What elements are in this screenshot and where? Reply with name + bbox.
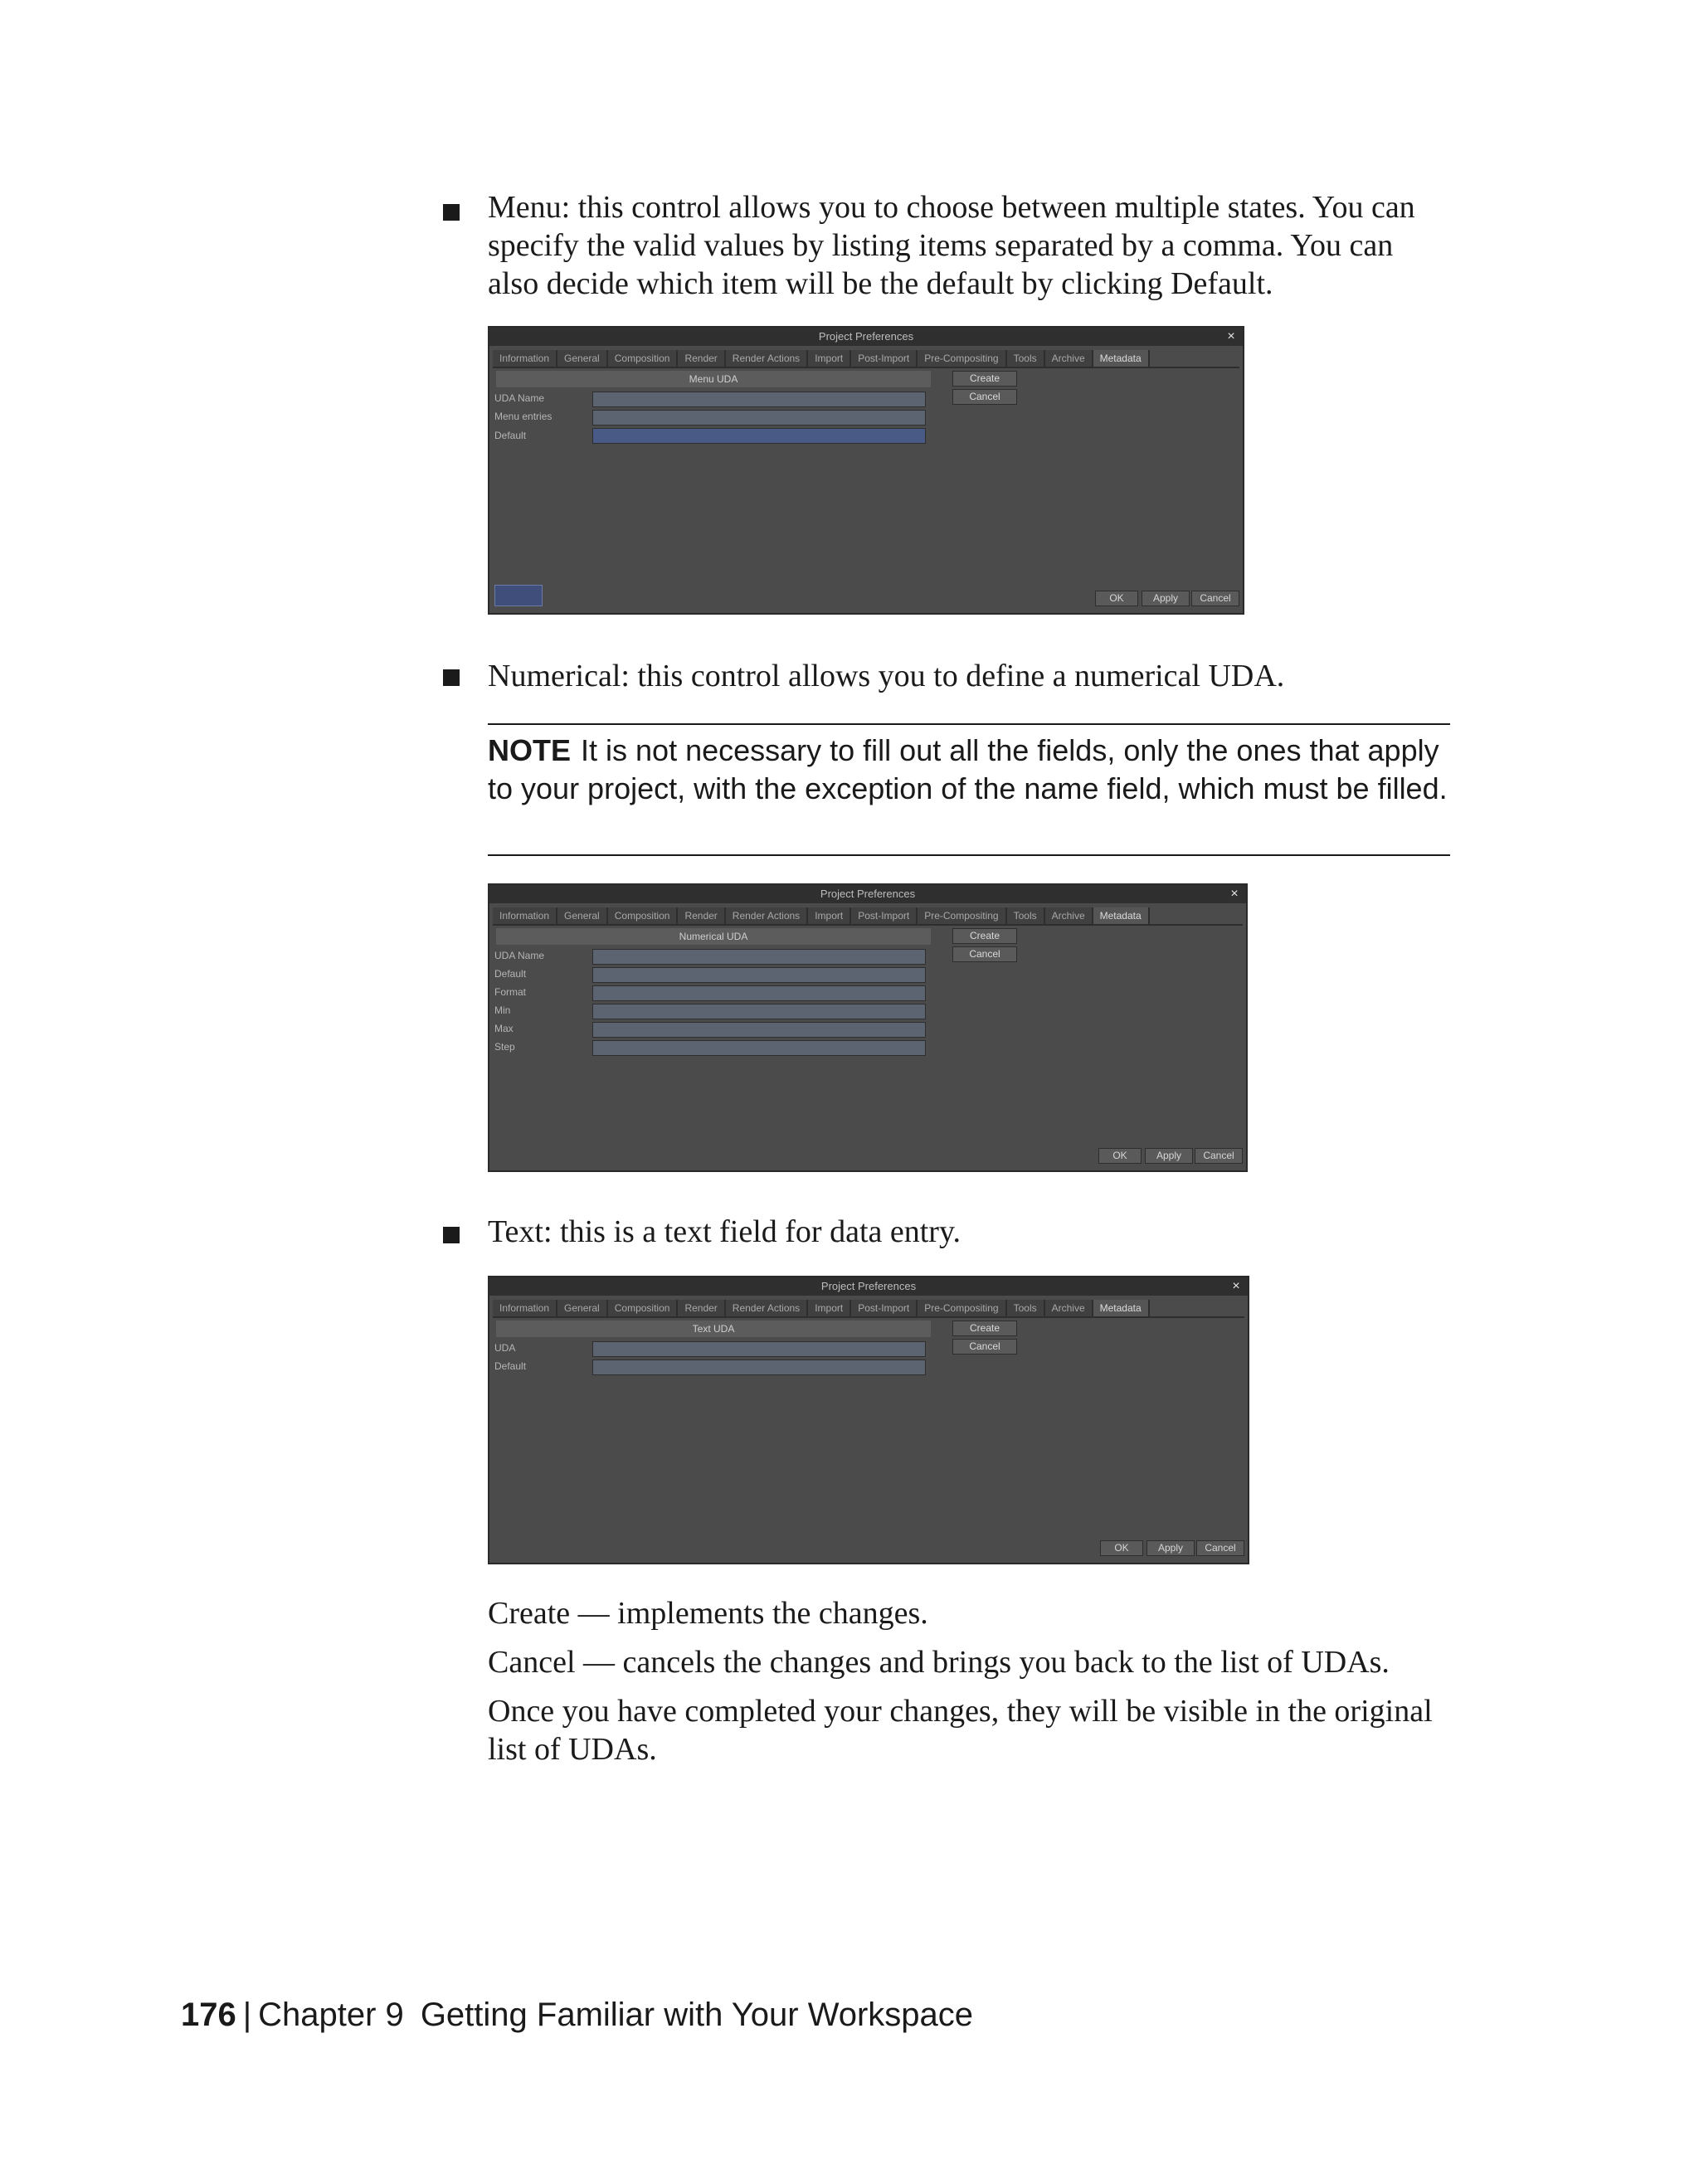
default-label: Default (494, 1360, 527, 1372)
tab-composition[interactable]: Composition (608, 350, 679, 367)
dialog-title: Project Preferences (489, 1277, 1248, 1296)
tab-archive[interactable]: Archive (1045, 350, 1093, 367)
format-field[interactable] (592, 985, 926, 1001)
dialog-tabs (493, 907, 1243, 926)
menu-entries-field[interactable] (592, 410, 926, 426)
panel-header: Text UDA (496, 1321, 931, 1337)
ok-button[interactable]: OK (1098, 1148, 1142, 1164)
tab-tools[interactable]: Tools (1007, 350, 1045, 367)
min-label: Min (494, 1004, 511, 1016)
dialog-tabs (493, 1300, 1244, 1318)
tab-information[interactable]: Information (493, 907, 557, 924)
default-field[interactable] (592, 428, 926, 444)
chapter-title: Getting Familiar with Your Workspace (420, 1997, 974, 2033)
tab-post-import[interactable]: Post-Import (851, 350, 918, 367)
note-body: It is not necessary to fill out all the fields, only the ones that apply to your project, with the exception of the name field, which must be filled. (488, 733, 1448, 805)
page-footer (181, 1994, 973, 2036)
create-button[interactable]: Create (952, 1321, 1017, 1336)
note-box (488, 723, 1450, 856)
tab-post-import[interactable]: Post-Import (851, 1300, 918, 1316)
uda-label: UDA (494, 1342, 516, 1354)
text-description: Text: this is a text field for data entry. (488, 1214, 961, 1249)
tab-metadata[interactable]: Metadata (1093, 1300, 1150, 1316)
uda-field[interactable] (592, 1341, 926, 1357)
apply-button[interactable]: Apply (1146, 1540, 1195, 1556)
close-icon[interactable]: × (1227, 329, 1235, 343)
text-uda-dialog-screenshot (488, 1276, 1249, 1564)
format-label: Format (494, 986, 527, 998)
cancel-bottom-button[interactable]: Cancel (1191, 591, 1239, 606)
tab-information[interactable]: Information (493, 350, 557, 367)
cancel-bottom-button[interactable]: Cancel (1195, 1148, 1243, 1164)
tab-render[interactable]: Render (678, 1300, 725, 1316)
tab-render-actions[interactable]: Render Actions (726, 1300, 808, 1316)
tab-post-import[interactable]: Post-Import (851, 907, 918, 924)
tab-tools[interactable]: Tools (1007, 1300, 1045, 1316)
close-icon[interactable]: × (1232, 1279, 1240, 1293)
tab-render-actions[interactable]: Render Actions (726, 907, 808, 924)
cancel-button[interactable]: Cancel (952, 389, 1017, 405)
tab-metadata[interactable]: Metadata (1093, 350, 1150, 367)
create-button[interactable]: Create (952, 371, 1017, 387)
menu-description: Menu: this control allows you to choose between multiple states. You can specify the valid values by listing items separated by a comma. You can also decide which item will be the default by clicking Default. (488, 190, 1415, 301)
tab-pre-compositing[interactable]: Pre-Compositing (918, 1300, 1006, 1316)
tab-metadata[interactable]: Metadata (1093, 907, 1150, 924)
uda-name-label: UDA Name (494, 392, 545, 404)
apply-button[interactable]: Apply (1142, 591, 1190, 606)
tab-general[interactable]: General (557, 907, 608, 924)
dialog-title: Project Preferences (489, 885, 1246, 903)
menu-entries-label: Menu entries (494, 411, 553, 422)
tab-composition[interactable]: Composition (608, 1300, 679, 1316)
tab-pre-compositing[interactable]: Pre-Compositing (918, 907, 1006, 924)
default-label: Default (494, 968, 527, 980)
bullet-marker (443, 669, 460, 686)
panel-header: Numerical UDA (496, 928, 931, 945)
menu-uda-dialog-screenshot (488, 326, 1244, 615)
create-description: Create — implements the changes. (488, 1596, 928, 1631)
page-number: 176 (181, 1997, 236, 2033)
tab-archive[interactable]: Archive (1045, 907, 1093, 924)
tab-import[interactable]: Import (808, 350, 851, 367)
cancel-description: Cancel — cancels the changes and brings you back to the list of UDAs. (488, 1645, 1390, 1680)
tab-archive[interactable]: Archive (1045, 1300, 1093, 1316)
color-swatch[interactable] (494, 585, 543, 606)
uda-name-field[interactable] (592, 392, 926, 407)
numerical-description: Numerical: this control allows you to define a numerical UDA. (488, 659, 1285, 693)
close-icon[interactable]: × (1230, 887, 1239, 901)
default-field[interactable] (592, 1360, 926, 1375)
completion-description: Once you have completed your changes, they will be visible in the original list of UDAs. (488, 1694, 1433, 1767)
ok-button[interactable]: OK (1100, 1540, 1143, 1556)
uda-name-label: UDA Name (494, 950, 545, 961)
step-field[interactable] (592, 1040, 926, 1056)
numerical-uda-dialog-screenshot (488, 883, 1248, 1172)
tab-general[interactable]: General (557, 350, 608, 367)
tab-pre-compositing[interactable]: Pre-Compositing (918, 350, 1006, 367)
tab-render[interactable]: Render (678, 350, 725, 367)
tab-general[interactable]: General (557, 1300, 608, 1316)
cancel-button[interactable]: Cancel (952, 1339, 1017, 1355)
dialog-title: Project Preferences (489, 328, 1243, 346)
default-label: Default (494, 430, 527, 441)
default-field[interactable] (592, 967, 926, 983)
tab-composition[interactable]: Composition (608, 907, 679, 924)
cancel-bottom-button[interactable]: Cancel (1196, 1540, 1244, 1556)
create-button[interactable]: Create (952, 928, 1017, 944)
chapter-label: Chapter 9 (258, 1997, 404, 2033)
uda-name-field[interactable] (592, 949, 926, 965)
tab-render[interactable]: Render (678, 907, 725, 924)
bullet-marker (443, 1227, 460, 1243)
tab-import[interactable]: Import (808, 1300, 851, 1316)
tab-information[interactable]: Information (493, 1300, 557, 1316)
bullet-marker (443, 204, 460, 221)
panel-header: Menu UDA (496, 371, 931, 387)
tab-import[interactable]: Import (808, 907, 851, 924)
max-label: Max (494, 1023, 514, 1034)
footer-separator: | (242, 1997, 252, 2033)
dialog-tabs (493, 350, 1239, 368)
tab-tools[interactable]: Tools (1007, 907, 1045, 924)
min-field[interactable] (592, 1004, 926, 1019)
note-lead: NOTE (488, 733, 572, 767)
ok-button[interactable]: OK (1095, 591, 1138, 606)
max-field[interactable] (592, 1022, 926, 1038)
apply-button[interactable]: Apply (1145, 1148, 1193, 1164)
tab-render-actions[interactable]: Render Actions (726, 350, 808, 367)
cancel-button[interactable]: Cancel (952, 946, 1017, 962)
step-label: Step (494, 1041, 515, 1053)
